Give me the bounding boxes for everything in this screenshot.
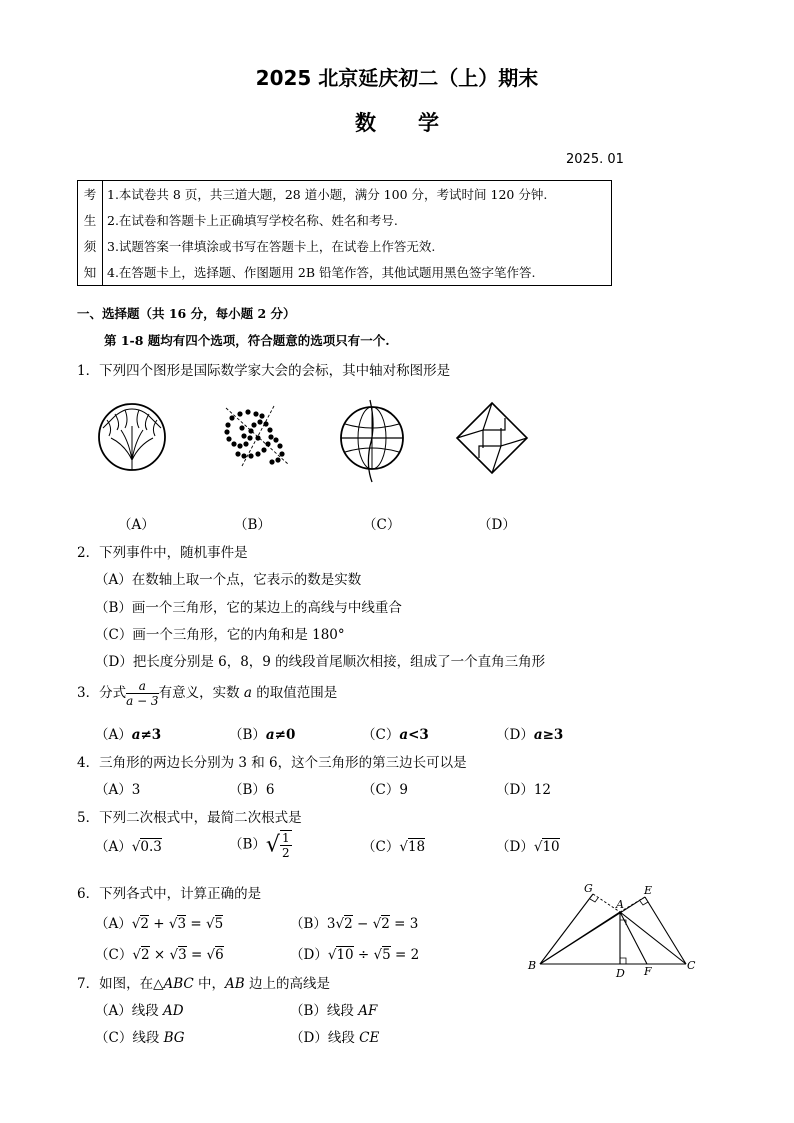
- radicand: 2: [344, 916, 353, 932]
- segment-name: CE: [359, 1030, 380, 1046]
- q7-stem-pre: 7．如图，在△: [77, 976, 164, 992]
- question-2-option-b: （B）画一个三角形，它的某边上的高线与中线重合: [95, 600, 402, 616]
- logo-d-figure: [455, 400, 535, 480]
- option-var: a: [265, 727, 275, 743]
- question-7-stem: [77, 972, 330, 992]
- notice-row: [78, 259, 612, 286]
- point-label-d: D: [616, 967, 625, 980]
- radicand: 2: [140, 947, 150, 963]
- option-label: （D）: [290, 947, 328, 963]
- option-label: （A）: [95, 839, 132, 855]
- notice-item: 3.试题答案一律填涂或书写在答题卡上，在试卷上作答无效.: [107, 239, 436, 254]
- option-var: a: [399, 727, 409, 743]
- notice-side-char: 生: [78, 207, 103, 233]
- radicand: 0.3: [140, 839, 162, 855]
- question-4-option-a: （A）3: [95, 782, 141, 798]
- option-label: （B）: [290, 916, 327, 932]
- notice-item: 4.在答题卡上，选择题、作图题用 2B 铅笔作答，其他试题用黑色签字笔作答.: [107, 265, 536, 280]
- operator: =: [190, 916, 202, 932]
- question-5-option-a: [95, 835, 162, 855]
- option-label: （B）: [229, 836, 266, 853]
- question-4-stem: 4．三角形的两边长分别为 3 和 6，这个三角形的第三边长可以是: [77, 755, 467, 771]
- frac-den: 2: [281, 846, 290, 860]
- question-5-option-b: [229, 830, 292, 860]
- option-label: （A）线段: [95, 1003, 164, 1019]
- operator: ÷: [357, 947, 370, 963]
- notice-side-char: 须: [78, 233, 103, 259]
- option-label: （D）: [496, 839, 534, 855]
- question-3-option-c: [362, 723, 429, 743]
- q3-stem-post-2: 的取值范围是: [251, 685, 338, 701]
- operator: −: [357, 916, 369, 932]
- sqrt-sign: √: [265, 832, 280, 858]
- question-3-stem: [77, 679, 337, 708]
- question-7-option-a: [95, 999, 184, 1019]
- point-label-a: A: [616, 898, 624, 911]
- question-2-stem: 2．下列事件中，随机事件是: [77, 545, 248, 561]
- q3-stem-post-1: 有意义，实数: [158, 685, 244, 701]
- result: = 3: [394, 916, 419, 932]
- q3-stem-pre: 3．分式: [77, 685, 127, 701]
- q3-stem-var: a: [243, 685, 252, 701]
- notice-side-char: 知: [78, 259, 103, 286]
- sqrt-sign: √: [533, 839, 543, 855]
- triangle-figure: [520, 878, 700, 983]
- question-3-option-a: [95, 723, 161, 743]
- q7-triangle: ABC: [163, 976, 194, 992]
- radicand: 3: [177, 916, 187, 932]
- figure-label-d: （D）: [478, 517, 516, 533]
- figure-label-b: （B）: [234, 517, 271, 533]
- notice-row: [78, 233, 612, 259]
- option-label: （D）线段: [290, 1030, 360, 1046]
- notice-row: [78, 181, 612, 208]
- sqrt-sign: √: [131, 839, 141, 855]
- q7-stem-mid: 中，: [193, 976, 226, 992]
- option-label: （A）: [95, 916, 132, 932]
- radicand: 10: [542, 839, 560, 855]
- section-instruction: 第 1-8 题均有四个选项，符合题意的选项只有一个.: [104, 333, 390, 348]
- point-label-g: G: [584, 882, 593, 895]
- option-label: （B）: [229, 727, 266, 743]
- point-label-c: C: [687, 959, 696, 972]
- question-6-option-d: （D）√10 ÷ √5 = 2: [290, 947, 420, 963]
- question-7-option-c: [95, 1026, 185, 1046]
- question-1-stem: 1．下列四个图形是国际数学家大会的会标，其中轴对称图形是: [77, 363, 451, 379]
- question-4-option-d: （D）12: [496, 782, 552, 798]
- section-heading: 一、选择题（共 16 分，每小题 2 分）: [77, 306, 296, 321]
- radicand: 18: [407, 839, 426, 855]
- exam-title: 2025 北京延庆初二（上）期末: [255, 66, 539, 90]
- figure-label-c: （C）: [363, 517, 401, 533]
- question-2-option-c: （C）画一个三角形，它的内角和是 180°: [95, 627, 345, 643]
- logo-c-figure: [334, 396, 414, 486]
- logo-b-figure: [218, 398, 298, 478]
- option-var: a: [533, 727, 543, 743]
- question-6-stem: 6．下列各式中，计算正确的是: [77, 886, 262, 902]
- radicand: 3: [178, 947, 187, 963]
- q7-stem-post: 边上的高线是: [244, 976, 330, 992]
- radicand-fraction: [280, 830, 292, 860]
- notice-item: 1.本试卷共 8 页，共三道大题，28 道小题，满分 100 分，考试时间 120 分钟.: [107, 187, 548, 202]
- option-label: （A）: [95, 727, 132, 743]
- notice-side-char: 考: [78, 181, 103, 208]
- option-rest: ≥3: [542, 727, 564, 743]
- question-2-option-a: （A）在数轴上取一个点，它表示的数是实数: [95, 572, 362, 588]
- option-label: （C）: [95, 947, 133, 963]
- question-5-option-c: [362, 835, 425, 855]
- question-7-option-b: [290, 999, 377, 1019]
- figure-label-a: （A）: [118, 517, 155, 533]
- option-rest: ≠3: [140, 727, 162, 743]
- radicand: 10: [336, 947, 354, 963]
- radicand: 5: [382, 947, 391, 963]
- segment-name: AD: [163, 1003, 184, 1019]
- result: = 2: [395, 947, 420, 963]
- notice-table: [77, 180, 612, 286]
- option-rest: <3: [408, 727, 429, 743]
- point-label-e: E: [644, 884, 653, 897]
- question-6-option-a: （A）√2 + √3 = √5: [95, 916, 224, 932]
- question-2-option-d: （D）把长度分别是 6，8，9 的线段首尾顺次相接，组成了一个直角三角形: [95, 654, 546, 670]
- point-label-f: F: [644, 965, 652, 978]
- question-4-option-b: （B）6: [229, 782, 275, 798]
- notice-row: [78, 207, 612, 233]
- logo-a-figure: [95, 400, 175, 480]
- frac-num: 1: [281, 831, 290, 845]
- radicand: 2: [381, 916, 390, 932]
- q3-frac-den: a − 3: [126, 694, 159, 708]
- coefficient: 3: [326, 916, 336, 932]
- option-label: （C）线段: [95, 1030, 164, 1046]
- operator: +: [153, 916, 165, 932]
- radicand: 6: [215, 947, 224, 963]
- question-4-option-c: （C）9: [362, 782, 408, 798]
- segment-name: BG: [163, 1030, 185, 1046]
- operator: ×: [153, 947, 166, 963]
- q3-fraction: [126, 679, 158, 708]
- question-6-option-b: （B）3√2 − √2 = 3: [290, 916, 419, 932]
- exam-date: 2025. 01: [566, 152, 624, 167]
- option-label: （D）: [496, 727, 534, 743]
- option-label: （B）线段: [290, 1003, 359, 1019]
- option-label: （C）: [362, 839, 400, 855]
- point-label-b: B: [528, 959, 537, 972]
- operator: =: [190, 947, 203, 963]
- question-7-option-d: [290, 1026, 379, 1046]
- question-5-option-d: [496, 835, 560, 855]
- option-label: （C）: [362, 727, 400, 743]
- q7-side: AB: [225, 976, 245, 992]
- exam-subject: 数 学: [355, 111, 439, 135]
- option-rest: ≠0: [274, 727, 296, 743]
- sqrt-sign: √: [399, 839, 408, 855]
- question-3-option-d: [496, 723, 563, 743]
- question-6-option-c: （C）√2 × √3 = √6: [95, 947, 224, 963]
- option-var: a: [131, 727, 141, 743]
- question-3-option-b: [229, 723, 295, 743]
- q3-frac-num: a: [126, 679, 158, 694]
- question-5-stem: 5．下列二次根式中，最简二次根式是: [77, 810, 302, 826]
- segment-name: AF: [358, 1003, 378, 1019]
- radicand: 2: [140, 916, 149, 932]
- notice-item: 2.在试卷和答题卡上正确填写学校名称、姓名和考号.: [107, 213, 398, 228]
- radicand: 5: [214, 916, 224, 932]
